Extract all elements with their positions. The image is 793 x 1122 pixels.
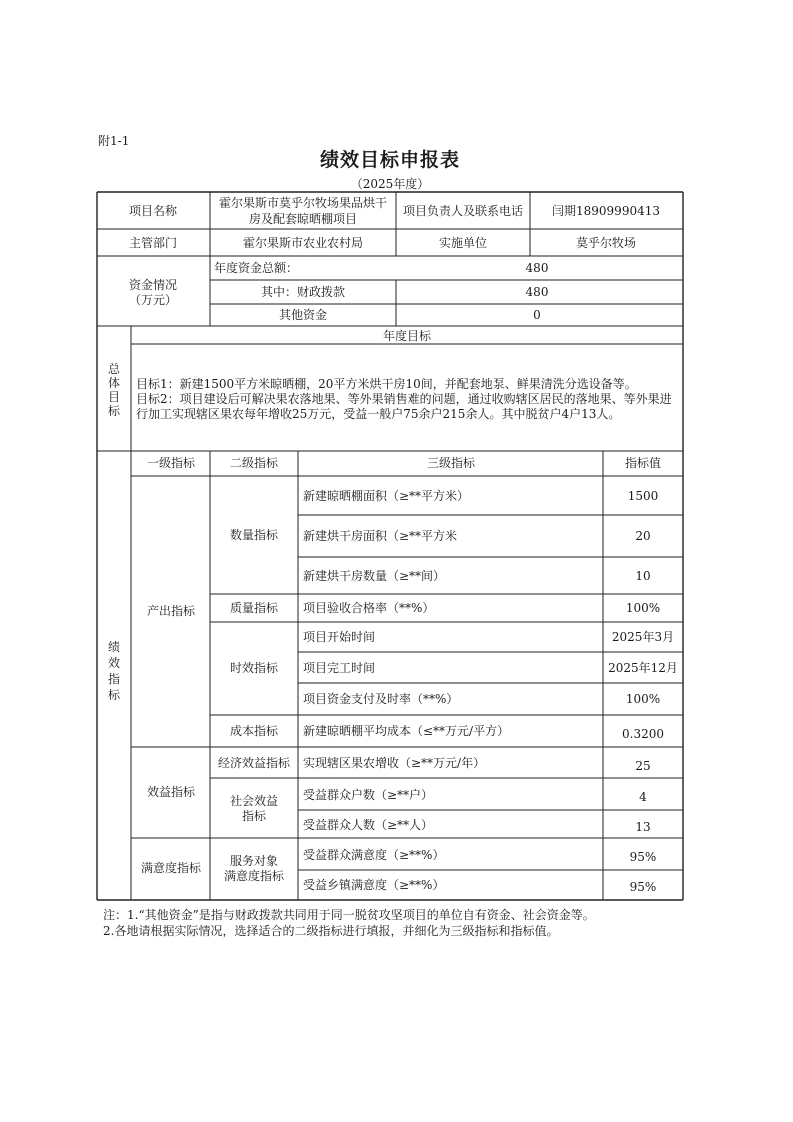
total-funds-label: 年度资金总额：	[214, 261, 299, 275]
level2-economic: 经济效益指标	[217, 756, 291, 770]
page-title: 绩效目标申报表	[319, 149, 461, 171]
indicator-name-8: 新建晾晒棚平均成本（≤**万元/平方）	[303, 724, 510, 738]
annual-goal-header: 年度目标	[382, 329, 432, 343]
contact-value: 闫期18909990413	[552, 204, 660, 218]
funds-label: 资金情况	[128, 278, 178, 292]
indicator-value-7: 100%	[625, 692, 661, 706]
indicator-side-1: 绩	[107, 640, 121, 654]
overall-side-1: 总	[107, 362, 121, 376]
level2-cost: 成本指标	[229, 724, 279, 738]
indicator-name-5: 项目开始时间	[303, 630, 376, 644]
indicator-name-1: 新建晾晒棚面积（≥**平方米）	[303, 489, 470, 503]
project-name-line1: 霍尔果斯市莫乎尔牧场果品烘干	[218, 196, 388, 210]
year-label: （2025年度）	[350, 177, 430, 191]
indicator-value-8: 0.3200	[622, 727, 664, 741]
contact-label: 项目负责人及联系电话	[402, 204, 524, 218]
indicator-name-7: 项目资金支付及时率（**%）	[303, 692, 459, 706]
indicator-value-4: 100%	[625, 601, 661, 615]
indicator-value-10: 4	[639, 790, 647, 804]
impl-value: 莫乎尔牧场	[575, 236, 637, 250]
level2-quantity: 数量指标	[229, 528, 279, 542]
dept-value: 霍尔果斯市农业农村局	[242, 236, 364, 250]
dept-label: 主管部门	[128, 236, 178, 250]
indicator-value-11: 13	[635, 820, 651, 834]
level1-satisfaction: 满意度指标	[140, 861, 202, 875]
indicator-value-9: 25	[635, 759, 651, 773]
fiscal-funds-label: 其中：财政拨款	[260, 285, 346, 299]
project-name-label: 项目名称	[128, 204, 178, 218]
indicator-value-13: 95%	[629, 880, 657, 894]
impl-label: 实施单位	[438, 236, 488, 250]
indicator-value-6: 2025年12月	[608, 661, 678, 675]
attachment-label: 附1-1	[98, 134, 130, 148]
indicator-value-5: 2025年3月	[611, 630, 675, 644]
col-header-level1: 一级指标	[146, 456, 196, 470]
level2-social-line1: 社会效益	[229, 794, 279, 808]
other-funds-value: 0	[533, 308, 541, 322]
indicator-name-3: 新建烘干房数量（≥**间）	[303, 569, 446, 583]
project-name-line2: 房及配套晾晒棚项目	[248, 212, 358, 226]
other-funds-label: 其他资金	[278, 308, 328, 322]
goal-1: 目标1：新建1500平方米晾晒棚，20平方米烘干房10间，并配套地泵、鲜果清洗分选设备等。	[136, 377, 637, 391]
overall-side-2: 体	[107, 376, 121, 390]
indicator-name-11: 受益群众人数（≥**人）	[303, 818, 434, 832]
level2-social-line2: 指标	[241, 809, 267, 823]
level1-benefit: 效益指标	[146, 785, 196, 799]
indicator-name-10: 受益群众户数（≥**户）	[303, 788, 434, 802]
overall-side-3: 目	[107, 390, 121, 404]
level2-service-line1: 服务对象	[229, 854, 279, 868]
indicator-value-1: 1500	[627, 489, 659, 503]
note-1: 注：1.“其他资金”是指与财政拨款共同用于同一脱贫攻坚项目的单位自有资金、社会资金等。	[103, 908, 595, 922]
indicator-value-12: 95%	[629, 850, 657, 864]
col-header-level3: 三级指标	[426, 456, 476, 470]
indicator-name-12: 受益群众满意度（≥**%）	[303, 848, 445, 862]
total-funds-value: 480	[525, 261, 549, 275]
funds-unit: （万元）	[128, 293, 178, 307]
overall-side-4: 标	[107, 404, 121, 418]
level1-output: 产出指标	[146, 604, 196, 618]
indicator-name-4: 项目验收合格率（**%）	[303, 601, 435, 615]
indicator-side-2: 效	[107, 656, 121, 670]
indicator-value-2: 20	[635, 529, 651, 543]
indicator-value-3: 10	[635, 569, 651, 583]
level2-service-line2: 满意度指标	[223, 869, 285, 883]
col-header-value: 指标值	[624, 456, 662, 470]
indicator-name-9: 实现辖区果农增收（≥**万元/年）	[303, 756, 486, 770]
level2-quality: 质量指标	[229, 601, 279, 615]
goal-2-line2: 行加工实现辖区果农每年增收25万元，受益一般户75余户215余人。其中脱贫户4户13人。	[136, 407, 621, 421]
fiscal-funds-value: 480	[525, 285, 549, 299]
col-header-level2: 二级指标	[229, 456, 279, 470]
indicator-name-2: 新建烘干房面积（≥**平方米	[303, 529, 458, 543]
indicator-name-13: 受益乡镇满意度（≥**%）	[303, 878, 445, 892]
note-2: 2.各地请根据实际情况，选择适合的二级指标进行填报，并细化为三级指标和指标值。	[103, 924, 559, 938]
indicator-side-3: 指	[107, 672, 121, 686]
goal-2-line1: 目标2：项目建设后可解决果农落地果、等外果销售难的问题，通过收购辖区居民的落地果、等外果进	[136, 392, 672, 406]
indicator-name-6: 项目完工时间	[303, 661, 376, 675]
level2-time: 时效指标	[229, 661, 279, 675]
indicator-side-4: 标	[107, 688, 121, 702]
